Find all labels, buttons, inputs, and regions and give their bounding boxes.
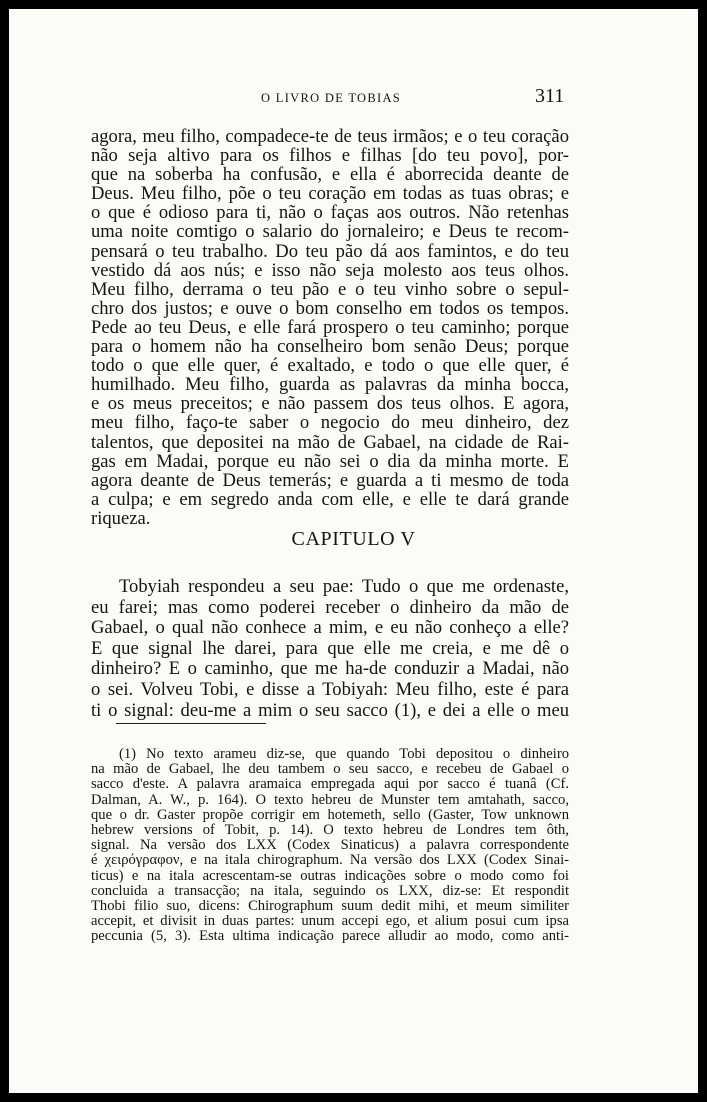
footnote-line: é χειρόγραφον, e na itala chirographum. Na versão dos LXX (Codex Sinai- [91, 852, 569, 869]
footnote-line: concluida a transacção; na itala, seguindo os LXX, diz-se: Et respondit [91, 882, 569, 899]
footnote-divider [116, 723, 266, 724]
text-line: todo o que elle quer, é exaltado, e todo o que elle quer, é [91, 355, 569, 377]
footnote-line: na mão de Gabael, lhe deu tambem o seu sacco, e recebeu de Gabael o [91, 761, 569, 778]
text-line: Meu filho, derrama o teu pão e o teu vinho sobre o sepul- [91, 278, 569, 300]
footnote-line: (1) No texto arameu diz-se, que quando Tobi depositou o dinheiro [119, 746, 569, 762]
text-line: uma noite comtigo o salario do jornaleiro; e Deus te recom- [91, 221, 569, 243]
footnote-line: ticus) e na itala acrescentam-se outras indicações sobre o modo como foi [91, 867, 569, 884]
text-line: meu filho, faço-te saber o negocio do meu dinheiro, dez [91, 412, 569, 434]
text-line: o que é odioso para ti, não o faças aos outros. Não retenhas [91, 202, 569, 224]
footnote-line: peccunia (5, 3). Esta ultima indicação parece alludir ao modo, como anti- [91, 928, 569, 945]
text-line: pensará o teu trabalho. Do teu pão dá aos famintos, e do teu [91, 240, 569, 262]
text-line: o sei. Volveu Tobi, e disse a Tobiyah: Meu filho, este é para [91, 678, 569, 700]
text-line: não seja altivo para os filhos e filhas [do teu povo], por- [91, 145, 569, 167]
chapter-paragraph [91, 577, 569, 721]
text-line: eu farei; mas como poderei receber o dinheiro da mão de [91, 596, 569, 618]
book-page [9, 9, 698, 1093]
text-line: que na soberba ha confusão, e ella é aborrecida deante de [91, 164, 569, 186]
text-line: Gabael, o qual não conhece a mim, e eu não conheço a elle? [91, 617, 569, 639]
running-head [9, 83, 698, 113]
footnote-line: hebrew versions of Tobit, p. 14). O texto hebreu de Londres tem ôth, [91, 822, 569, 839]
text-line: Deus. Meu filho, põe o teu coração em todas as tuas obras; e [91, 183, 569, 205]
text-line: e os meus preceitos; e não passem dos teus olhos. E agora, [91, 393, 569, 415]
text-line: humilhado. Meu filho, guarda as palavras da minha bocca, [91, 374, 569, 396]
text-line: a culpa; e em segredo anda com elle, e elle te dará grande [91, 488, 569, 510]
text-line: talentos, que depositei na mão de Gabael, na cidade de Rai- [91, 431, 569, 453]
text-line: dinheiro? E o caminho, que me ha-de conduzir a Madai, não [91, 658, 569, 680]
chapter-title: CAPITULO V [291, 528, 416, 550]
footnote-line: Thobi filio suo, dicens: Chirographum suum dedit mihi, et meum similiter [91, 898, 569, 915]
footnote-line: signal. Na versão dos LXX (Codex Sinaticus) a palavra correspondente [91, 837, 569, 854]
text-line: chro dos justos; e ouve o bom conselho em todos os tempos. [91, 297, 569, 319]
footnote-line: que o dr. Gaster propõe corrigir em hotemeth, sello (Gaster, Tow unknown [91, 806, 569, 823]
footnote-line: accepit, et divisit in duas partes: unum accepi ego, et alium posui cum ipsa [91, 913, 569, 930]
footnote-line: Dalman, A. W., p. 164). O texto hebreu de Munster tem amtahath, sacco, [91, 791, 569, 808]
page-number: 311 [535, 85, 565, 107]
footnote-line: sacco d'este. A palavra aramaica empregada aqui por sacco é tuanâ (Cf. [91, 776, 569, 793]
text-line: agora deante de Deus temerás; e guarda a ti mesmo de toda [91, 469, 569, 491]
text-line: E que signal lhe darei, para que elle me creia, e me dê o [91, 637, 569, 659]
footnote [91, 747, 569, 945]
text-line: Pede ao teu Deus, e elle fará prospero o teu caminho; porque [91, 316, 569, 338]
running-title: O LIVRO DE TOBIAS [261, 91, 402, 105]
text-line: vestido dá aos nús; e isso não seja molesto aos teus olhos. [91, 259, 569, 281]
text-line: ti o signal: deu-me a mim o seu sacco (1), e dei a elle o meu [91, 699, 569, 721]
text-line: gas em Madai, porque eu não sei o dia da minha morte. E [91, 450, 569, 472]
text-line: para o homem não ha conselheiro bom senão Deus; porque [91, 336, 569, 358]
text-line: riqueza. [91, 507, 151, 529]
main-paragraph [91, 127, 569, 528]
text-line: Tobyiah respondeu a seu pae: Tudo o que me ordenaste, [119, 576, 569, 597]
text-line: agora, meu filho, compadece-te de teus irmãos; e o teu coração [91, 126, 569, 147]
